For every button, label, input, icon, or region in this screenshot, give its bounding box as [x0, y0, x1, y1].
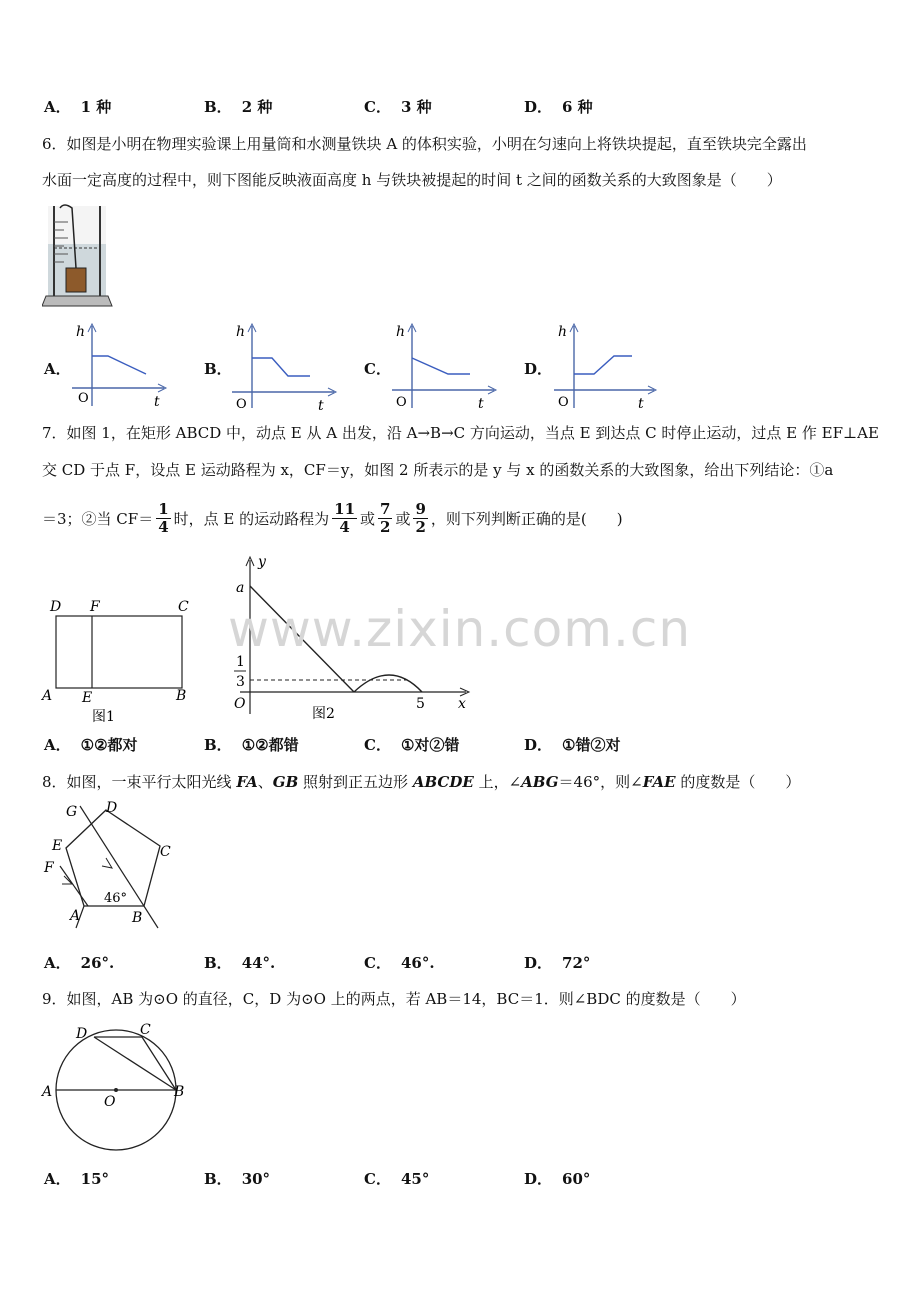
svg-text:F: F — [44, 860, 54, 876]
svg-text:F: F — [90, 599, 100, 615]
q8-text: 8．如图，一束平行太阳光线 FA、GB 照射到正五边形 ABCDE 上，∠ABG＝46°，则∠FAE 的度数是（ ） — [42, 773, 801, 791]
q8-option-b: B． 44°. — [204, 954, 276, 972]
q6-graph-c — [390, 320, 500, 412]
q5-option-c: C． 3 种 — [364, 98, 432, 116]
svg-text:D: D — [50, 599, 62, 615]
q6-option-c-label: C． — [364, 360, 391, 378]
q6-text-line1: 6．如图是小明在物理实验课上用量筒和水测量铁块 A 的体积实验，小明在匀速向上将铁块提起，直至铁块完全露出 — [42, 135, 807, 153]
q7-option-d: D． ①错②对 — [524, 736, 621, 754]
h-axis-label: h — [76, 324, 86, 340]
q7-option-b: B． ①②都错 — [204, 736, 299, 754]
svg-text:B: B — [132, 910, 143, 926]
q5-option-b: B． 2 种 — [204, 98, 273, 116]
h-axis-label: h — [236, 324, 246, 340]
svg-text:D: D — [106, 800, 118, 816]
q8-option-c: C． 46°. — [364, 954, 435, 972]
svg-text:5: 5 — [416, 696, 425, 712]
svg-text:3: 3 — [236, 674, 245, 690]
q6-text-line2: 水面一定高度的过程中，则下图能反映液面高度 h 与铁块被提起的时间 t 之间的函数关系的大致图象是（ ） — [42, 171, 782, 189]
watermark: www.zixin.com.cn — [228, 600, 692, 658]
svg-text:E: E — [52, 838, 63, 854]
q9-option-d: D． 60° — [524, 1170, 591, 1188]
q7-text-line3: ＝3；②当 CF＝ $\frac{1}{4}$ 时，点 E 的运动路程为 $\frac{11}{4}$ 或 $\frac{7}{2}$ 或 $\frac{9}{2}$ ，则下列判断正确的是( ) — [42, 499, 623, 536]
svg-text:B: B — [176, 688, 187, 704]
svg-text:D: D — [76, 1026, 88, 1042]
svg-text:G: G — [66, 804, 78, 820]
q7-figure-1-rectangle — [38, 594, 198, 726]
fraction-one-quarter: $\frac{1}{4}$ — [158, 499, 169, 536]
q7-option-c: C． ①对②错 — [364, 736, 460, 754]
q9-option-a: A． 15° — [44, 1170, 110, 1188]
q8-option-d: D． 72° — [524, 954, 591, 972]
h-axis-label: h — [396, 324, 406, 340]
q6-option-b-label: B． — [204, 360, 232, 378]
svg-text:1: 1 — [236, 654, 245, 670]
svg-text:图2: 图2 — [312, 706, 335, 722]
q7-text-line2: 交 CD 于点 F，设点 E 运动路程为 x，CF＝y，如图 2 所表示的是 y 与 x 的函数关系的大致图象，给出下列结论：①a — [42, 461, 834, 479]
svg-text:O: O — [104, 1094, 116, 1110]
origin-label: O — [236, 397, 247, 412]
q7-text-line1: 7．如图 1，在矩形 ABCD 中，动点 E 从 A 出发，沿 A→B→C 方向运动，当点 E 到达点 C 时停止运动，过点 E 作 EF⊥AE — [42, 424, 879, 442]
q6-graph-b — [230, 320, 340, 412]
t-axis-label: t — [154, 394, 160, 410]
svg-text:E: E — [82, 690, 93, 706]
svg-text:图1: 图1 — [92, 709, 115, 725]
fraction-nine-halves: $\frac{9}{2}$ — [415, 499, 426, 536]
t-axis-label: t — [318, 398, 324, 412]
svg-text:a: a — [236, 580, 245, 596]
fraction-seven-halves: $\frac{7}{2}$ — [380, 499, 391, 536]
fraction-eleven-quarters: $\frac{11}{4}$ — [334, 499, 356, 536]
q9-option-b: B． 30° — [204, 1170, 271, 1188]
svg-text:y: y — [258, 554, 266, 570]
svg-text:A: A — [42, 688, 53, 704]
svg-text:46°: 46° — [104, 891, 128, 906]
svg-text:A: A — [70, 908, 81, 924]
q9-text: 9．如图，AB 为⊙O 的直径，C，D 为⊙O 上的两点，若 AB＝14，BC＝1．则∠BDC 的度数是（ ） — [42, 990, 746, 1008]
origin-label: O — [396, 395, 407, 410]
svg-text:O: O — [234, 696, 246, 712]
svg-text:B: B — [174, 1084, 185, 1100]
q8-option-a: A． 26°. — [44, 954, 115, 972]
q7-option-a: A． ①②都对 — [44, 736, 138, 754]
t-axis-label: t — [478, 396, 484, 412]
svg-text:C: C — [178, 599, 189, 615]
q6-option-a-label: A． — [44, 360, 71, 378]
q8-pentagon-figure — [40, 796, 190, 942]
q6-option-d-label: D． — [524, 360, 553, 378]
svg-text:C: C — [140, 1022, 151, 1038]
h-axis-label: h — [558, 324, 568, 340]
svg-text:C: C — [160, 844, 171, 860]
q9-option-c: C． 45° — [364, 1170, 430, 1188]
q5-option-d: D． 6 种 — [524, 98, 593, 116]
q6-graph-a — [70, 320, 170, 412]
q5-option-a: A． 1 种 — [44, 98, 112, 116]
origin-label: O — [558, 395, 569, 410]
t-axis-label: t — [638, 396, 644, 412]
q6-graph-d — [552, 320, 662, 412]
svg-text:x: x — [458, 696, 466, 712]
q9-circle-figure — [40, 1016, 190, 1156]
graduated-cylinder-figure — [42, 202, 118, 310]
svg-text:A: A — [42, 1084, 53, 1100]
origin-label: O — [78, 391, 89, 406]
